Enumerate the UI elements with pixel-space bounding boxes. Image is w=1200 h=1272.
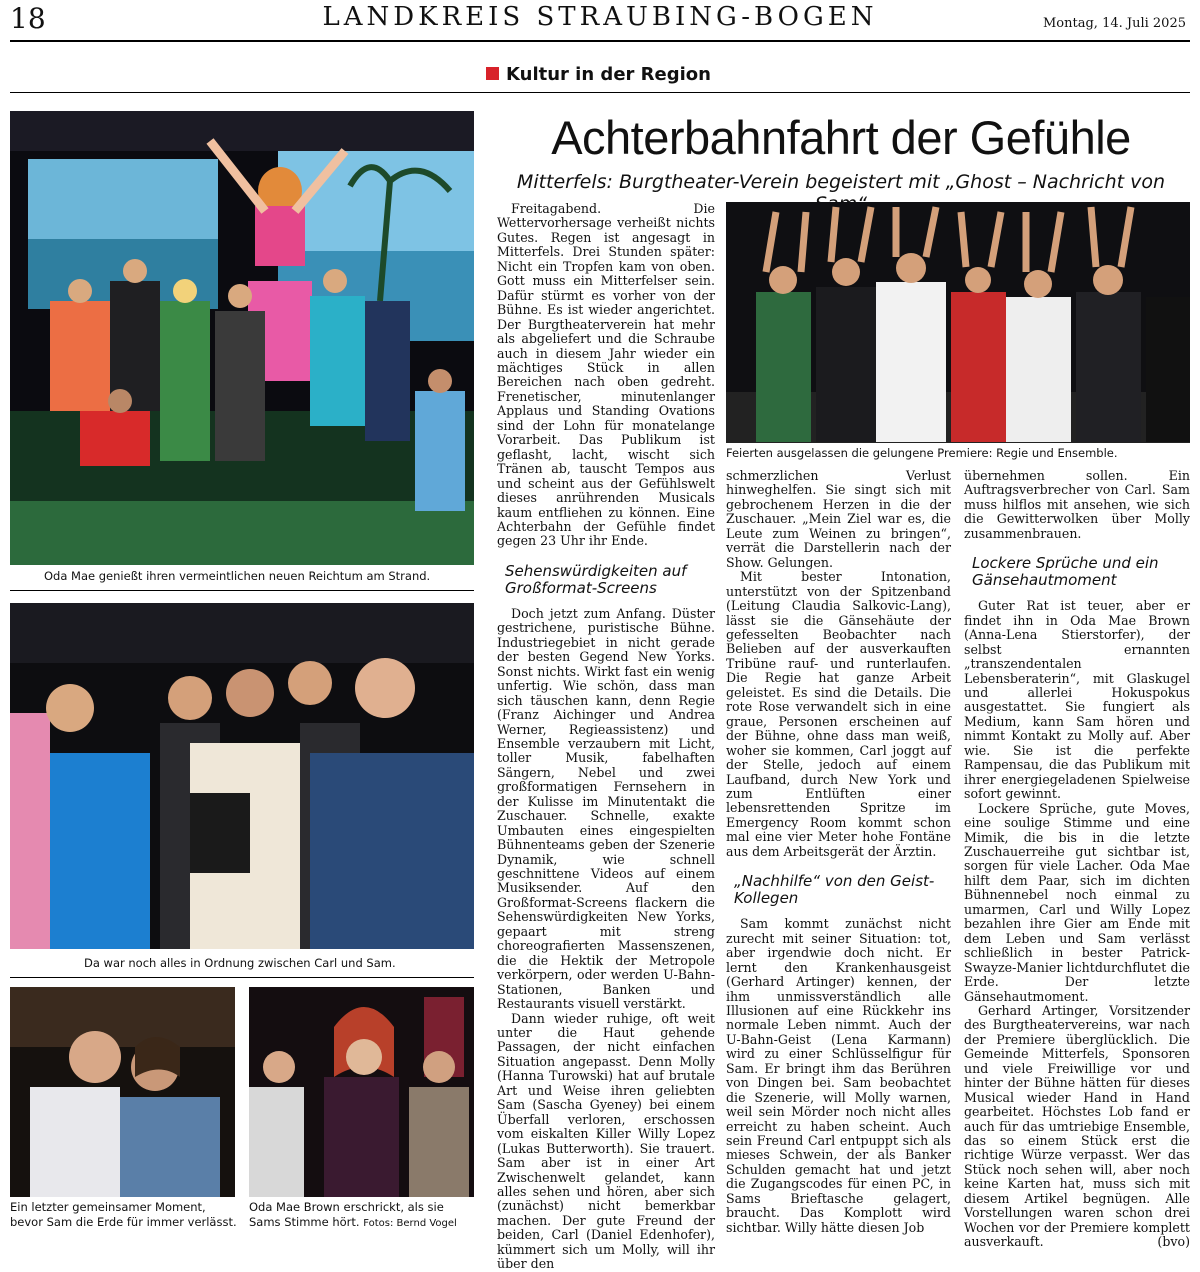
- caption-photo-beach: Oda Mae genießt ihren vermeintlichen neuen Reichtum am Strand.: [44, 569, 431, 583]
- issue-date: Montag, 14. Juli 2025: [1043, 16, 1186, 31]
- paragraph: [964, 1004, 1190, 1250]
- photo-oda-mae-image: [249, 987, 474, 1197]
- paragraph: Mit bester Intonation, unterstützt von der Spitzenband (Leitung Claudia Salkovic-Lang), lässt sie die Gänsehäute der gefesselten Beobachter nach Belieben auf der ausverkauften Tribüne rauf- und runterlaufen. Die Regie hat ganze Arbeit geleistet. Es sind die Details. Die rote Rose verwandelt sich in eine graue, Personen erscheinen auf der Bühne, ohne dass man weiß, woher sie kommen, Carl joggt auf der Stelle, jedoch auf einem Laufband, durch New York und zum Entlüften einer lebensrettenden Spritze im Emergency Room kommt schon mal eine vier Meter hohe Fontäne aus dem Arbeitsgerät der Ärztin.: [726, 569, 951, 859]
- caption-rule-1: [10, 590, 474, 591]
- section-label: [486, 64, 711, 85]
- subheadline: Mitterfels: Burgtheater-Verein begeistert mit „Ghost – Nachricht von: [516, 171, 1166, 193]
- paragraph: schmerzlichen Verlust hinweghelfen. Sie singt sich mit gebrochenem Herzen in die der Zuschauer. „Mein Ziel war es, die Leute zum Weinen zu bringen“, verrät die Darstellerin nach der Show. Gelungen.: [726, 468, 951, 570]
- paragraph: Sam kommt zunächst nicht zurecht mit seiner Situation: tot, aber irgendwie doch nicht. Er lernt den Krankenhausgeist (Gerhard Artinger) kennen, der ihm unmissverständlich alle Illusionen auf eine Rückkehr ins normale Leben nimmt. Auch der U-Bahn-Geist (Lena Karmann) wird zu einer Schlüsselfigur für Sam. Er bringt ihm das Berühren von Dingen bei. Sam beobachtet die Szenerie, will Molly warnen, weil sein Mörder noch nicht alles erreicht zu haben scheint. Auch sein Freund Carl entpuppt sich als mieses Schwein, der als Banker Schulden gemacht hat und jetzt die Zugangscodes für einen PC, in Sams Brieftasche gelagert, braucht. Das Komplott wird sichtbar. Willy hätte diesen Job: [726, 916, 951, 1235]
- subheading: Lockere Sprüche und ein Gänsehautmoment: [972, 554, 1159, 590]
- section-label-text: Kultur in der Region: [506, 64, 711, 85]
- paragraph: übernehmen sollen. Ein Auftragsverbrecher von Carl. Sam muss hilflos mit ansehen, wie sich die Gewitterwolken über Molly zusammenbrauen.: [964, 468, 1190, 541]
- page-number: 18: [10, 2, 46, 35]
- caption-photo-carl-sam: Da war noch alles in Ordnung zwischen Carl und Sam.: [84, 956, 396, 970]
- photo-carl-and-sam: [10, 603, 474, 949]
- paragraph: Doch jetzt zum Anfang. Düster gestrichene, puristische Bühne. Industriegebiet in nicht gerade der besten Gegend New Yorks. Sonst nichts. Wirkt fast ein wenig unfertig. Wie schön, dass man sich täuschen kann, denn Regie (Franz Aichinger und Andrea Werner, Regieassistenz) und Ensemble verzaubern mit Licht, toller Musik, fabelhaften Sängern, Nebel und zwei großformatigen Fernsehern in der Kulisse im Minutentakt die Zuschauer. Schnelle, exakte Umbauten eines eingespielten Bühnenteams geben der Szenerie Dynamik, wie schnell geschnittene Videos auf einem Musiksender. Auf den Großformat-Screens flackern die Sehenswürdigkeiten New Yorks, gepaart mit streng choreografierten Massenszenen, die die Hektik der Metropole verkörpern, oder werden U-Bahn-Stationen, Banken und Restaurants visuell verstärkt.: [497, 605, 715, 1012]
- photo-credit: Fotos: Bernd Vogel: [363, 1218, 457, 1229]
- photo-carl-sam-image: [10, 603, 474, 949]
- headline: Achterbahnfahrt der Gefühle: [551, 111, 1131, 164]
- photo-beach-scene-image: [10, 111, 474, 565]
- region-title: LANDKREIS STRAUBING-BOGEN: [322, 2, 878, 32]
- photo-ensemble-image: [726, 202, 1190, 443]
- article-column-1: [497, 202, 715, 1272]
- paragraph: Lockere Sprüche, gute Moves, eine soulige Stimme und eine Mimik, die bis in die letzte Zuschauerreihe gut sichtbar ist, sorgen für viele Lacher. Oda Mae hilft dem Paar, sich im dichten Bühnennebel noch einmal zu umarmen, Carl und Willy Lopez bezahlen ihre Gier am Ende mit dem Leben und Sam verlässt schließlich in bester Patrick-Swayze-Manier lichtdurchflutet die Erde. Der letzte Gänsehautmoment.: [964, 800, 1190, 1004]
- caption-photo-last-moment: Ein letzter gemeinsamer Moment, bevor Sam die Erde für immer verlässt.: [10, 1200, 237, 1229]
- subheading: „Nachhilfe“ von den Geist-Kollegen: [734, 872, 935, 908]
- paragraph-text: Gerhard Artinger, Vorsitzender des Burgtheatervereins, war nach der Premiere überglücklich. Die Gemeinde Mitterfels, Sponsoren und viele Freiwillige vor und hinter der Bühne hätten für dieses Musical wieder Hand in Hand gearbeitet. Höchstes Lob fand er auch für das umtriebige Ensemble, das so einem Stück erst die richtige Würze verpasst. Wer das Stück noch sehen will, aber noch keine Karten hat, muss sich mit diesem Artikel begnügen. Alle Vorstellungen waren schon drei Wochen vor der Premiere komplett ausverkauft.: [964, 1002, 1190, 1250]
- paragraph: Freitagabend. Die Wettervorhersage verheißt nichts Gutes. Regen ist angesagt in Mitterfels. Drei Stunden später: Nicht ein Tropfen kam von oben. Gott muss ein Mitterfelser sein. Dafür stürmt es vorher von der Bühne. Es ist wieder angerichtet. Der Burgtheaterverein hat mehr als abgeliefert und die Schraube auch in diesem Jahr wieder ein mächtiges Stück in allen Bereichen nach oben gedreht. Frenetischer, minutenlanger Applaus und Standing Ovations sind der Lohn für monatelange Vorarbeit. Das Publikum ist geflasht, lacht, wischt sich Tränen ab, tauscht Tempos aus und scheint aus der Gefühlswelt dieses anrührenden Musicals kaum entfliehen zu können. Eine Achterbahn der Gefühle findet gegen 23 Uhr ihr Ende.: [497, 201, 715, 549]
- section-marker-icon: [486, 67, 499, 80]
- caption-rule-3: [10, 977, 474, 978]
- photo-oda-mae-startled: [249, 987, 474, 1197]
- caption-photo-oda-mae: [249, 1200, 477, 1231]
- photo-beach-scene: [10, 111, 474, 565]
- caption-photo-oda-mae-text: Oda Mae Brown erschrickt, als sie Sams Stimme hört.: [249, 1200, 444, 1229]
- header-rule: [10, 40, 1190, 42]
- paragraph: Dann wieder ruhige, oft weit unter die Haut gehende Passagen, der nicht einfachen Situation angepasst. Denn Molly (Hanna Turowski) hat auf brutale Art und Weise ihren geliebten Sam (Sascha Gyeney) bei einem Überfall verloren, erschossen vom eiskalten Killer Willy Lopez (Lukas Butterworth). Sie trauert. Sam aber ist in einer Art Zwischenwelt gelandet, kann alles sehen und hören, aber sich (zunächst) nicht bemerkbar machen. Der gute Freund der beiden, Carl (Daniel Edenhofer), kümmert sich um Molly, will ihr über den: [497, 1010, 715, 1272]
- section-rule: [10, 92, 1190, 93]
- subheading: Sehenswürdigkeiten auf Großformat-Screens: [505, 561, 687, 597]
- photo-ensemble-celebration: [726, 202, 1190, 443]
- photo-last-moment: [10, 987, 235, 1197]
- paragraph: Guter Rat ist teuer, aber er findet ihn in Oda Mae Brown (Anna-Lena Stierstorfer), der selbst ernannten „transzendentalen Lebensberaterin“, mit Glaskugel und allerlei Hokuspokus ausgestattet. Sie fungiert als Medium, kann Sam hören und nimmt Kontakt zu Molly auf. Aber wie. Sie ist die perfekte Rampensau, die das Publikum mit ihrer energiegeladenen Spielweise sofort gewinnt.: [964, 598, 1190, 802]
- article-column-2: [726, 469, 951, 1235]
- photo-last-moment-image: [10, 987, 235, 1197]
- caption-photo-ensemble: Feierten ausgelassen die gelungene Premiere: Regie und Ensemble.: [726, 446, 1118, 460]
- article-column-3: [964, 469, 1190, 1250]
- author-signature: (bvo): [1157, 1234, 1190, 1250]
